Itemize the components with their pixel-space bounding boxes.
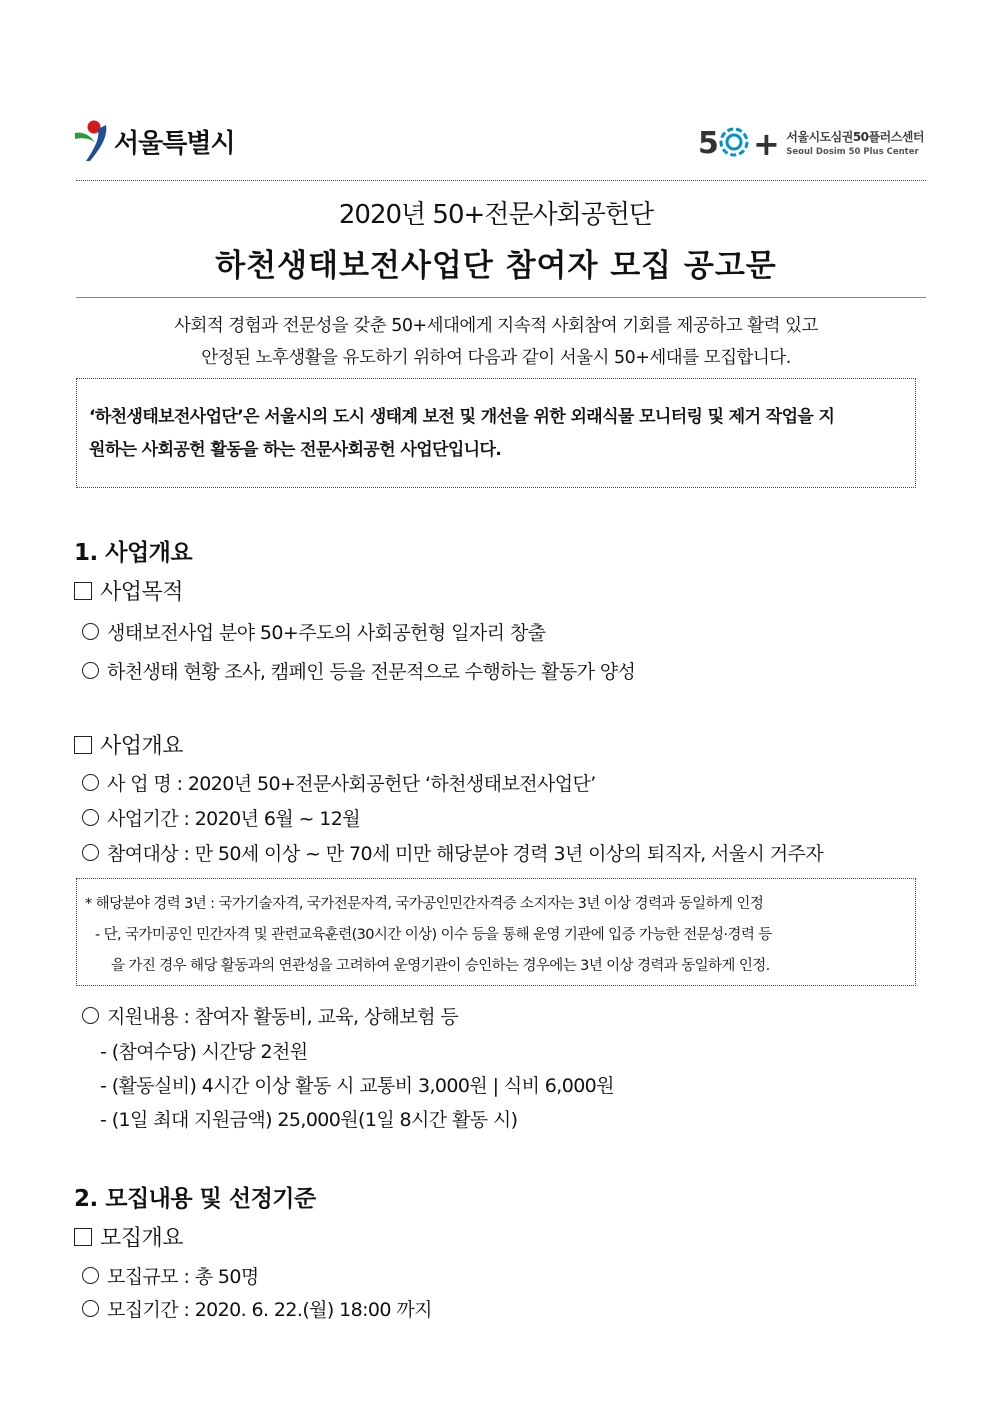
eligibility-note-box bbox=[76, 878, 916, 986]
purpose-item bbox=[82, 657, 635, 684]
note-line-3: 을 가진 경우 해당 활동과의 연관성을 고려하여 운영기관이 승인하는 경우에는 3년 이상 경력과 동일하게 인정. bbox=[111, 958, 770, 974]
purpose-item-text: 하천생태 현황 조사, 캠페인 등을 전문적으로 수행하는 활동가 양성 bbox=[107, 661, 636, 683]
fifty-plus-center-logo bbox=[698, 122, 924, 162]
purpose-item-text: 생태보전사업 분야 50+주도의 사회공헌형 일자리 창출 bbox=[107, 622, 546, 644]
circle-bullet-icon bbox=[82, 623, 99, 640]
overview-item-text: 사 업 명 : 2020년 50+전문사회공헌단 ‘하천생태보전사업단’ bbox=[107, 773, 596, 795]
recruit-item-text: 모집규모 : 총 50명 bbox=[107, 1266, 259, 1288]
title-divider bbox=[76, 297, 926, 298]
recruit-item bbox=[82, 1262, 259, 1289]
overview-item-text: 사업기간 : 2020년 6월 ~ 12월 bbox=[107, 808, 361, 830]
square-bullet-icon bbox=[74, 582, 92, 600]
recruit-heading bbox=[74, 1221, 183, 1252]
intro-line-2: 안정된 노후생활을 유도하기 위하여 다음과 같이 서울시 50+세대를 모집합니다. bbox=[201, 348, 791, 368]
header-divider bbox=[76, 180, 926, 181]
summary-line-1: ‘하천생태보전사업단’은 서울시의 도시 생태계 보전 및 개선을 위한 외래식물 모니터링 및 제거 작업을 지 bbox=[89, 407, 835, 427]
center-name-english: Seoul Dosim 50 Plus Center bbox=[786, 146, 919, 157]
overview-item bbox=[82, 839, 823, 866]
plus-mark-plus: + bbox=[753, 125, 781, 161]
overview-heading-label: 사업개요 bbox=[100, 734, 184, 759]
center-name-korean: 서울시도심권50플러스센터 bbox=[786, 129, 924, 144]
support-detail: - (1일 최대 지원금액) 25,000원(1일 8시간 활동 시) bbox=[100, 1109, 518, 1131]
recruit-item-text: 모집기간 : 2020. 6. 22.(월) 18:00 까지 bbox=[107, 1299, 432, 1321]
square-bullet-icon bbox=[74, 1228, 92, 1246]
purpose-heading-label: 사업목적 bbox=[100, 580, 184, 605]
recruit-item bbox=[82, 1295, 432, 1322]
support-item-text: 지원내용 : 참여자 활동비, 교육, 상해보험 등 bbox=[107, 1006, 459, 1028]
page-header bbox=[72, 118, 930, 168]
intro-line-1: 사회적 경험과 전문성을 갖춘 50+세대에게 지속적 사회참여 기회를 제공하고 활력 있고 bbox=[174, 316, 818, 336]
overview-heading bbox=[74, 729, 183, 760]
recruit-heading-label: 모집개요 bbox=[100, 1226, 184, 1251]
seoul-logo bbox=[72, 118, 235, 164]
circle-bullet-icon bbox=[82, 662, 99, 679]
overview-item bbox=[82, 769, 596, 796]
circle-bullet-icon bbox=[82, 1300, 99, 1317]
note-line-1: * 해당분야 경력 3년 : 국가기술자격, 국가전문자격, 국가공인민간자격증 소지자는 3년 이상 경력과 동일하게 인정 bbox=[85, 896, 764, 912]
seoul-logo-text: 서울특별시 bbox=[114, 128, 235, 159]
section-2-heading: 2. 모집내용 및 선정기준 bbox=[74, 1186, 316, 1212]
circle-bullet-icon bbox=[82, 1267, 99, 1284]
circle-bullet-icon bbox=[82, 1007, 99, 1024]
purpose-item bbox=[82, 618, 545, 645]
support-detail: - (활동실비) 4시간 이상 활동 시 교통비 3,000원 | 식비 6,000원 bbox=[100, 1075, 614, 1097]
circle-bullet-icon bbox=[82, 774, 99, 791]
page-subtitle: 2020년 50+전문사회공헌단 bbox=[338, 200, 654, 230]
summary-box bbox=[76, 378, 916, 488]
section-1-heading: 1. 사업개요 bbox=[74, 540, 193, 566]
page-title: 하천생태보전사업단 참여자 모집 공고문 bbox=[215, 248, 777, 284]
square-bullet-icon bbox=[74, 736, 92, 754]
overview-item-text: 참여대상 : 만 50세 이상 ~ 만 70세 미만 해당분야 경력 3년 이상의 퇴직자, 서울시 거주자 bbox=[107, 843, 823, 865]
support-item bbox=[82, 1002, 458, 1029]
note-line-2: - 단, 국가미공인 민간자격 및 관련교육훈련(30시간 이상) 이수 등을 통해 운영 기관에 입증 가능한 전문성·경력 등 bbox=[95, 927, 772, 943]
plus-mark-five: 5 bbox=[698, 126, 720, 161]
overview-item bbox=[82, 804, 360, 831]
support-detail: - (참여수당) 시간당 2천원 bbox=[100, 1041, 308, 1063]
circle-bullet-icon bbox=[82, 809, 99, 826]
circle-bullet-icon bbox=[82, 844, 99, 861]
fifty-plus-mark-icon bbox=[698, 123, 780, 161]
summary-line-2: 원하는 사회공헌 활동을 하는 전문사회공헌 사업단입니다. bbox=[89, 440, 502, 460]
seoul-symbol-icon bbox=[72, 119, 112, 163]
intro-paragraph bbox=[0, 310, 992, 374]
purpose-heading bbox=[74, 575, 183, 606]
